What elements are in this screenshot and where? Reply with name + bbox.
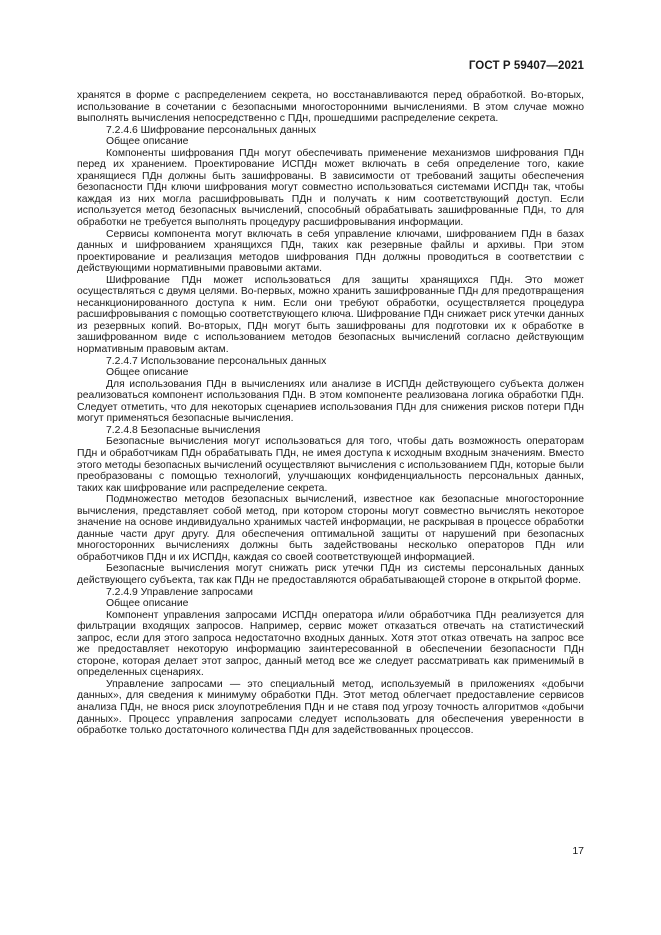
paragraph: Сервисы компонента могут включать в себя управление ключами, шифрованием ПДн в базах данных и шифрованием хранящихся ПДн, таких как резервные файлы и архивы. При этом проектирование и реализация методов шифрования ПДн должны проводиться в соответствии с действующими нормативными правовыми актами. [77,228,584,275]
paragraph-continuation: хранятся в форме с распределением секрета, но восстанавливаются перед обработкой. Во-вторых, использование в сочетании с безопасными многосторонними вычислениями. В этом случае можно выполнять вычисления непосредственно с ПДн, прошедшими распределение секрета. [77,90,584,125]
paragraph: Шифрование ПДн может использоваться для защиты хранящихся ПДн. Это может осуществляться с двумя целями. Во-первых, можно хранить зашифрованные ПДн для предотвращения несанкционированного доступа к ним. Если они требуют обработки, осуществляется процедура расшифровывания с помощью соответствующего ключа. Шифрование ПДн снижает риск утечки данных из резервных копий. Во-вторых, ПДн могут быть зашифрованы для подготовки их к обработке в зашифрованном виде с использованием методов безопасных вычислений согласно действующим нормативным правовым актам. [77,274,584,356]
subheading-general-description: Общее описание [106,136,189,148]
section-heading-7-2-4-8: 7.2.4.8 Безопасные вычисления [106,424,261,436]
paragraph: Компонент управления запросами ИСПДн оператора и/или обработчика ПДн реализуется для фильтрации входящих запросов. Например, сервис может отказаться отвечать на статистический запрос, если для этого запроса недостаточно входных данных. Хотя этот отказ отвечать на запрос все же предоставляет некоторую информацию заинтересованной в обеспечении безопасности ПДн стороне, которая делает этот запрос, данный метод все же следует рассматривать как применимый в определенных сценариях. [77,609,584,679]
paragraph: Безопасные вычисления могут использоваться для того, чтобы дать возможность операторам ПДн и обработчикам ПДн обрабатывать ПДн, не имея доступа к исходным входным значениям. Вместо этого методы безопасных вычислений осуществляют вычисления с использованием ПДн, которые были преобразованы с помощью технологий, улучшающих конфиденциальность персональных данных, таких как шифрование или распределение секрета. [77,436,584,494]
paragraph: Для использования ПДн в вычислениях или анализе в ИСПДн действующего субъекта должен реализоваться компонент использования ПДн. В этом компоненте реализована логика обработки ПДн. Следует отметить, что для некоторых сценариев использования ПДн для снижения рисков потери ПДн могут применяться безопасные вычисления. [77,378,584,425]
section-heading-7-2-4-9: 7.2.4.9 Управление запросами [106,586,253,598]
paragraph: Компоненты шифрования ПДн могут обеспечивать применение механизмов шифрования ПДн перед их хранением. Проектирование ИСПДн может включать в себя определение того, какие хранящиеся ПДн должны быть зашифрованы. В зависимости от требований защиты обеспечения безопасности ПДн ключи шифрования могут совместно использоваться системами ИСПДн так, чтобы каждая из них могла расшифровывать ПДн и получать к ним соответствующий доступ. Если используется метод безопасных вычислений, способный обрабатывать зашифрованные ПДн, то для обработки не требуется выполнять процедуру расшифровывания информации. [77,147,584,229]
subheading-general-description: Общее описание [106,598,189,610]
paragraph: Подмножество методов безопасных вычислений, известное как безопасные многосторонние вычисления, представляет собой метод, при котором стороны могут совместно вычислять некоторое значение на основе индивидуально хранимых частей информации, не раскрывая в процессе обработки данные части друг другу. Для обеспечения оптимальной защиты от нарушений при безопасных многосторонних вычислениях должны быть задействованы несколько операторов ПДн или обработчиков ПДн и их ИСПДн, каждая со своей соответствующей информацией. [77,494,584,563]
page-number: 17 [572,845,584,857]
paragraph: Безопасные вычисления могут снижать риск утечки ПДн из системы персональных данных действующего субъекта, так как ПДн не предоставляются обрабатывающей стороне в открытой форме. [77,563,584,586]
section-heading-7-2-4-7: 7.2.4.7 Использование персональных данных [106,355,327,367]
subheading-general-description: Общее описание [106,367,189,379]
section-heading-7-2-4-6: 7.2.4.6 Шифрование персональных данных [106,124,317,136]
document-code: ГОСТ Р 59407—2021 [468,60,584,72]
paragraph: Управление запросами — это специальный метод, используемый в приложениях «добычи данных», для сведения к минимуму обработки ПДн. Этот метод облегчает предоставление сервисов анализа ПДн, не внося риск злоупотребления ПДн и не ставя под угрозу точность алгоритмов «добычи данных». Процесс управления запросами следует использовать для обеспечения уверенности в обработке только достаточного количества ПДн для задействованных процессов. [77,678,584,737]
body-text [77,90,584,737]
